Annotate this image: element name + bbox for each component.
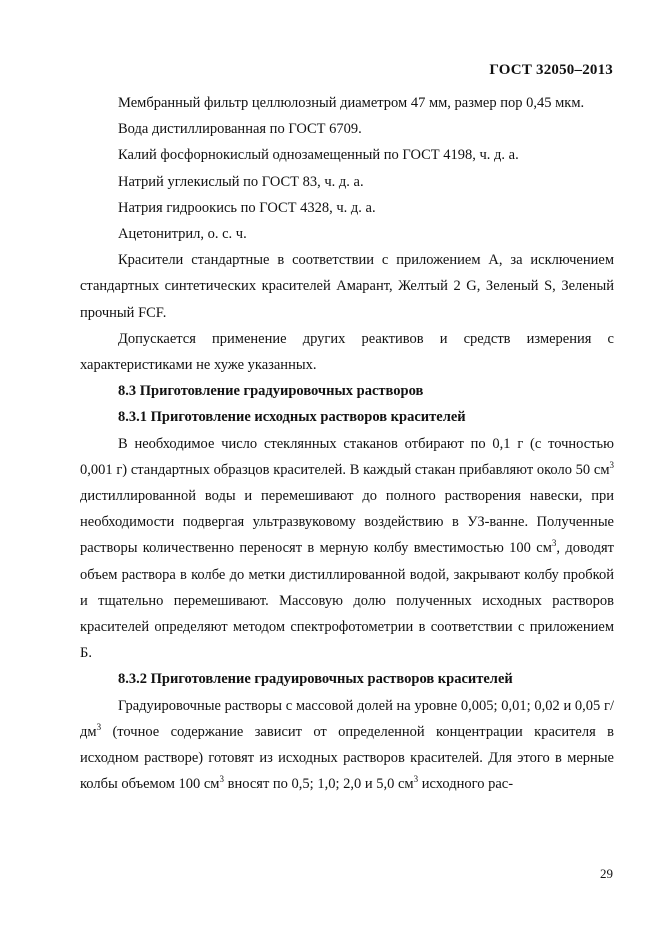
heading-8-3-1: 8.3.1 Приготовление исходных растворов красителей bbox=[118, 409, 466, 426]
superscript: 3 bbox=[551, 538, 557, 549]
text-fragment: дистиллированной воды и перемешивают до полного растворения навески, при необходимости подвергая ультразвуковому воздействию в УЗ-ванне. Полученные растворы количественно переносят в мерную колбу вместимостью 100 см bbox=[80, 488, 614, 557]
text-fragment: , доводят объем раствора в колбе до метки дистиллированной водой, закрывают колбу пробкой и тщательно перемешивают. Массовую долю полученных исходных растворов красителей определяют методом спектрофотометрии в соответствии с приложением Б. bbox=[80, 540, 614, 662]
paragraph-sodium-hydroxide: Натрия гидроокись по ГОСТ 4328, ч. д. а. bbox=[118, 199, 376, 216]
paragraph-acetonitrile: Ацетонитрил, о. с. ч. bbox=[118, 226, 247, 243]
page-body bbox=[80, 90, 614, 797]
paragraph-stock-solutions bbox=[80, 431, 614, 667]
text-fragment: исходного рас- bbox=[418, 776, 514, 793]
paragraph-distilled-water: Вода дистиллированная по ГОСТ 6709. bbox=[118, 121, 362, 138]
text-fragment: Градуировочные растворы с массовой долей на уровне 0,005; 0,01; 0,02 и 0,05 г/дм bbox=[80, 697, 614, 740]
text-fragment: В необходимое число стеклянных стаканов отбирают по 0,1 г (с точностью 0,001 г) стандартных образцов красителей. В каждый стакан прибавляют около 50 см bbox=[80, 435, 614, 478]
heading-8-3-2: 8.3.2 Приготовление градуировочных растворов красителей bbox=[118, 671, 513, 688]
paragraph-potassium-phosphate: Калий фосфорнокислый однозамещенный по ГОСТ 4198, ч. д. а. bbox=[118, 147, 519, 164]
paragraph-sodium-carbonate: Натрий углекислый по ГОСТ 83, ч. д. а. bbox=[118, 173, 364, 190]
superscript: 3 bbox=[96, 721, 102, 732]
page-number: 29 bbox=[600, 866, 613, 881]
text-fragment: (точное содержание зависит от определенной концентрации красителя в исходном растворе) готовят из исходных растворов красителей. Для этого в мерные колбы объемом 100 см bbox=[80, 723, 614, 793]
paragraph-standard-dyes: Красители стандартные в соответствии с приложением А, за исключением стандартных синтетических красителей Амарант, Желтый 2 G, Зеленый S, Зеленый прочный FCF. bbox=[80, 252, 614, 321]
paragraph-other-reagents: Допускается применение других реактивов и средств измерения с характеристиками не хуже указанных. bbox=[80, 330, 614, 374]
document-code: ГОСТ 32050–2013 bbox=[489, 62, 613, 78]
text-fragment: вносят по 0,5; 1,0; 2,0 и 5,0 см bbox=[224, 776, 414, 793]
heading-8-3: 8.3 Приготовление градуировочных растворов bbox=[118, 383, 424, 400]
superscript: 3 bbox=[413, 774, 419, 785]
paragraph-membrane-filter: Мембранный фильтр целлюлозный диаметром 47 мм, размер пор 0,45 мкм. bbox=[118, 95, 585, 111]
superscript: 3 bbox=[219, 774, 224, 785]
paragraph-calibration-solutions bbox=[80, 693, 614, 798]
superscript: 3 bbox=[609, 459, 614, 470]
